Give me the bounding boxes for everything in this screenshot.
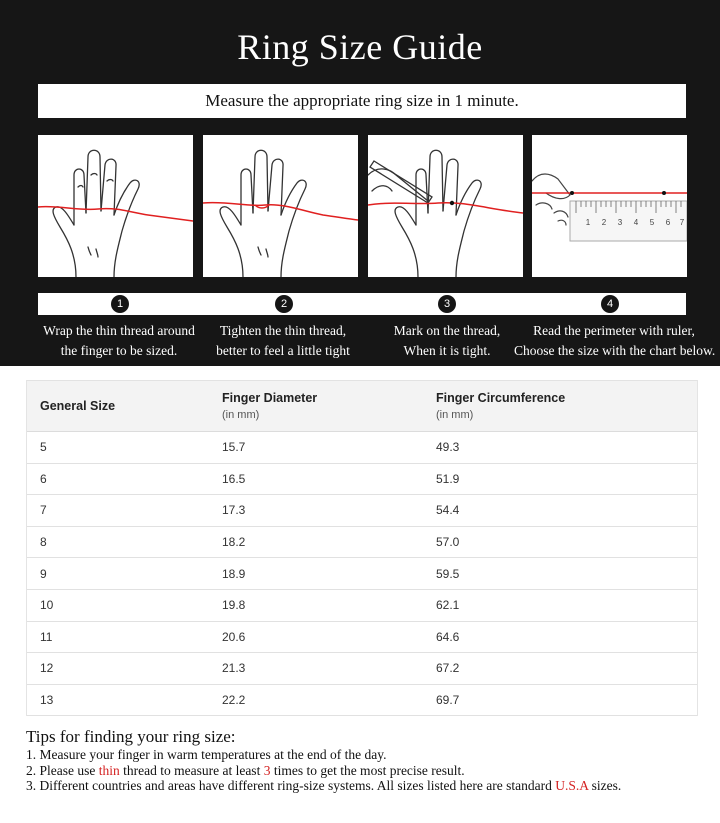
step-4-caption-line1: Read the perimeter with ruler,	[533, 323, 695, 338]
cell-general-size: 9	[26, 558, 222, 590]
cell-finger-circumference: 49.3	[436, 432, 698, 464]
step-number-3: 3	[438, 295, 456, 313]
cell-general-size: 7	[26, 495, 222, 527]
tips-title: Tips for finding your ring size:	[26, 727, 236, 746]
step-1-caption-line1: Wrap the thin thread around	[43, 323, 195, 338]
cell-finger-circumference: 51.9	[436, 463, 698, 495]
cell-finger-circumference: 64.6	[436, 621, 698, 653]
hand-thread-wrap-icon	[38, 135, 193, 277]
table-row	[26, 589, 698, 621]
ruler-tick-3: 3	[617, 218, 623, 227]
cell-finger-circumference: 62.1	[436, 589, 698, 621]
step-number-1: 1	[111, 295, 129, 313]
header-unit: (in mm)	[436, 409, 474, 421]
cell-general-size: 10	[26, 589, 222, 621]
step-2-caption	[204, 321, 362, 361]
cell-finger-circumference: 59.5	[436, 558, 698, 590]
tips-section	[26, 727, 706, 794]
header-label: General Size	[40, 399, 116, 413]
cell-finger-circumference: 57.0	[436, 526, 698, 558]
tip-3-text: sizes.	[588, 778, 622, 793]
cell-general-size: 13	[26, 684, 222, 716]
page-title: Ring Size Guide	[237, 27, 483, 67]
cell-finger-circumference: 67.2	[436, 653, 698, 685]
step-number-4: 4	[601, 295, 619, 313]
ruler-tick-6: 6	[665, 218, 671, 227]
tip-3-highlight-usa: U.S.A	[555, 778, 589, 793]
step-2-caption-line2: better to feel a little tight	[216, 343, 350, 358]
tip-3	[26, 778, 706, 794]
step-2-illustration	[203, 135, 358, 277]
tip-2-highlight-count: 3	[263, 762, 271, 778]
ruler-tick-4: 4	[633, 218, 639, 227]
step-3-caption-line2: When it is tight.	[403, 343, 491, 358]
ruler-tick-1: 1	[585, 218, 591, 227]
step-progress-bar	[38, 293, 686, 315]
cell-finger-diameter: 15.7	[222, 432, 436, 464]
step-2-caption-line1: Tighten the thin thread,	[219, 323, 347, 338]
table-row	[26, 558, 698, 590]
step-1-illustration	[38, 135, 193, 277]
tip-1: 1. Measure your finger in warm temperatures at the end of the day.	[26, 747, 387, 762]
tip-2-text: thread to measure at least	[119, 762, 264, 778]
ruler-tick-7: 7	[679, 218, 685, 227]
guide-header-panel	[0, 0, 720, 366]
hand-pen-mark-icon	[368, 135, 523, 277]
table-border-left	[26, 380, 27, 716]
cell-general-size: 8	[26, 526, 222, 558]
cell-finger-circumference: 69.7	[436, 684, 698, 716]
cell-finger-diameter: 16.5	[222, 463, 436, 495]
cell-finger-circumference: 54.4	[436, 495, 698, 527]
step-number-2: 2	[275, 295, 293, 313]
step-4-illustration	[532, 135, 687, 277]
subtitle-banner	[38, 84, 686, 118]
step-3-caption	[368, 321, 526, 361]
cell-finger-diameter: 20.6	[222, 621, 436, 653]
header-general-size	[26, 381, 222, 432]
header-label: Finger Diameter	[222, 391, 318, 405]
cell-general-size: 12	[26, 653, 222, 685]
subtitle-text: Measure the appropriate ring size in 1 minute.	[205, 91, 519, 110]
step-3-caption-line1: Mark on the thread,	[393, 323, 501, 338]
header-finger-circumference	[436, 381, 698, 432]
table-row	[26, 653, 698, 685]
cell-general-size: 11	[26, 621, 222, 653]
table-row	[26, 621, 698, 653]
header-label: Finger Circumference	[436, 391, 566, 405]
step-4-caption	[514, 321, 714, 361]
header-unit: (in mm)	[222, 409, 260, 421]
step-1-caption	[40, 321, 198, 361]
step-3-illustration	[368, 135, 523, 277]
ruler-measure-icon	[532, 135, 687, 277]
tip-3-text: 3. Different countries and areas have different ring-size systems. All sizes listed here are standard	[26, 778, 556, 793]
table-row	[26, 526, 698, 558]
step-1-caption-line2: the finger to be sized.	[60, 343, 178, 358]
tip-2-text: 2. Please use	[26, 762, 99, 778]
cell-general-size: 5	[26, 432, 222, 464]
ring-size-table	[26, 380, 698, 716]
ruler-tick-5: 5	[649, 218, 655, 227]
tip-2	[26, 763, 706, 779]
table-header-row	[26, 381, 698, 432]
step-4-caption-line2: Choose the size with the chart below.	[514, 343, 716, 358]
cell-finger-diameter: 19.8	[222, 589, 436, 621]
cell-finger-diameter: 22.2	[222, 684, 436, 716]
table-row	[26, 684, 698, 716]
cell-finger-diameter: 21.3	[222, 653, 436, 685]
header-finger-diameter	[222, 381, 436, 432]
table-row	[26, 495, 698, 527]
cell-finger-diameter: 18.9	[222, 558, 436, 590]
table-row	[26, 463, 698, 495]
table-border-right	[697, 380, 698, 716]
ruler-tick-2: 2	[601, 218, 607, 227]
tip-2-text: times to get the most precise result.	[270, 762, 465, 778]
tip-2-highlight-thin: thin	[98, 762, 120, 778]
table-row	[26, 432, 698, 464]
hand-thread-tight-icon	[203, 135, 358, 277]
cell-finger-diameter: 17.3	[222, 495, 436, 527]
cell-finger-diameter: 18.2	[222, 526, 436, 558]
ring-size-table-container	[26, 380, 698, 716]
cell-general-size: 6	[26, 463, 222, 495]
